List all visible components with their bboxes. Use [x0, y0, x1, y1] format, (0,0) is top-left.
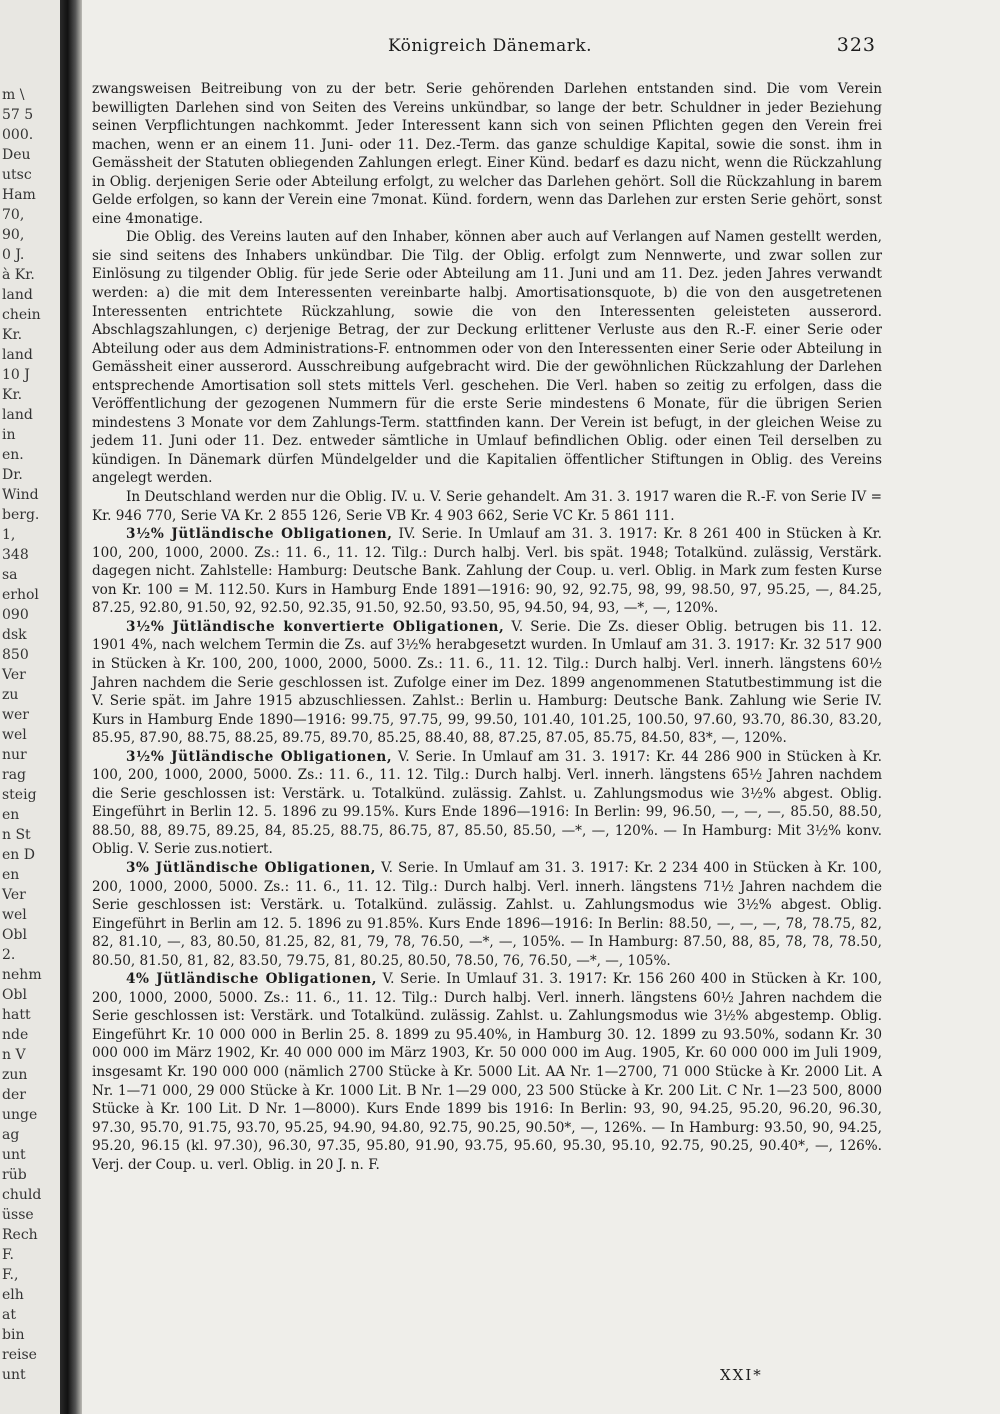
left-page-fragment: unt: [2, 1147, 26, 1163]
left-page-fragment: at: [2, 1307, 16, 1323]
left-page-fragment: 90,: [2, 227, 25, 243]
left-page-fragment: dsk: [2, 627, 27, 643]
page-number: 323: [836, 34, 876, 56]
left-page-fragment: 70,: [2, 207, 25, 223]
left-page-fragment: n St: [2, 827, 31, 843]
left-page-fragment: n V: [2, 1047, 26, 1063]
page-header: [90, 36, 890, 60]
bond-entry-paragraph: [92, 970, 882, 1174]
paragraph-text: V. Serie. In Umlauf 31. 3. 1917: Kr. 156 260 400 in Stücken à Kr. 100, 200, 1000, 2000, 5000. Zs.: 11. 6., 11. 12. Tilg.: Durch halbj. Verl. innerh. längstens 60½ Jahren nachdem die Serie geschlossen ist: Verstärk. und Totalkünd. zulässig. Zahlst. u. Zahlungsmodus wie 3½% abgestemp. Oblig. Eingeführt Kr. 10 000 000 in Berlin 25. 8. 1899 zu 95.40%, in Hamburg 30. 12. 1899 zu 93.50%, sodann Kr. 30 000 000 im März 1902, Kr. 40 000 000 im März 1903, Kr. 50 000 000 im Aug. 1905, Kr. 60 000 000 im Juli 1909, insgesamt Kr. 190 000 000 (nämlich 2700 Stücke à Kr. 5000 Lit. AA Nr. 1—2700, 71 000 Stücke à Kr. 2000 Lit. A Nr. 1—71 000, 29 000 Stücke à Kr. 1000 Lit. B Nr. 1—29 000, 23 500 Stücke à Kr. 200 Lit. C Nr. 1—23 500, 8000 Stücke à Kr. 100 Lit. D Nr. 1—8000). Kurs Ende 1899 bis 1916: In Berlin: 93, 90, 94.25, 95.20, 96.20, 96.30, 97.30, 95.70, 91.75, 93.70, 95.25, 94.90, 94.80, 92.75, 90.25, 90.50*, —, 126%. — In Hamburg: 93.50, 90, 94.25, 95.20, 96.15 (kl. 97.30), 96.30, 97.35, 95.80, 91.90, 93.75, 95.60, 95.30, 95.10, 92.75, 90.25, 90.40*, —, 126%. Verj. der Coup. u. verl. Oblig. in 20 J. n. F.: [92, 971, 882, 1173]
left-page-fragment: Wind: [2, 487, 39, 503]
left-page-fragment: land: [2, 407, 33, 423]
left-page-fragment: 850: [2, 647, 29, 663]
bond-entry-paragraph: [92, 748, 882, 859]
left-page-fragment: Obl: [2, 987, 27, 1003]
left-page-fragment: 348: [2, 547, 29, 563]
bond-entry-heading: 3½% Jütländische Obligationen,: [126, 748, 393, 765]
left-page-fragment: wel: [2, 907, 27, 923]
left-page-fragment: 090: [2, 607, 29, 623]
left-page-fragment: land: [2, 287, 33, 303]
left-page-fragment: wer: [2, 707, 29, 723]
left-page-fragment: rag: [2, 767, 27, 783]
left-page-fragment: 1,: [2, 527, 16, 543]
left-page-fragment: ag: [2, 1127, 20, 1143]
left-page-fragment: 000.: [2, 127, 34, 143]
left-page-fragment: der: [2, 1087, 26, 1103]
bond-entry-heading: 3½% Jütländische Obligationen,: [126, 526, 393, 543]
paragraph-text: V. Serie. In Umlauf am 31. 3. 1917: Kr. 44 286 900 in Stücken à Kr. 100, 200, 1000, 2000, 5000. Zs.: 11. 6., 11. 12. Tilg.: Durch halbj. Verl. innerh. längstens 65½ Jahren nachdem die Serie geschlossen ist: Verstärk. u. Totalkünd. zulässig. Zahlst. u. Zahlungsmodus wie 3½% abgest. Oblig. Eingeführt in Berlin 12. 5. 1896 zu 99.15%. Kurs Ende 1896—1916: In Berlin: 99, 96.50, —, —, —, 85.50, 88.50, 88.50, 88, 89.75, 89.25, 84, 85.25, 88.75, 86.75, 87, 85.50, 85.50, —*, —, 120%. — In Hamburg: Mit 3½% konv. Oblig. V. Serie zus.notiert.: [92, 748, 882, 858]
left-page-fragment: Kr.: [2, 387, 23, 403]
left-page-fragment: utsc: [2, 167, 32, 183]
left-page-fragment: 10 J: [2, 367, 30, 383]
left-page-fragment: sa: [2, 567, 18, 583]
left-page-fragment: nde: [2, 1027, 29, 1043]
left-page-fragment: Obl: [2, 927, 27, 943]
paragraph-text: Die Oblig. des Vereins lauten auf den Inhaber, können aber auch auf Verlangen auf Namen gestellt werden, sie sind seitens des Inhabers unkündbar. Die Tilg. der Oblig. erfolgt zum Nennwerte, und zwar sollen zur Einlösung zu tilgender Oblig. für jede Serie oder Abteilung am 11. Juni und am 11. Dez. jeden Jahres verwandt werden: a) die mit dem Interessenten vereinbarte halbj. Amortisationsquote, b) die von den ausgetretenen Interessenten entrichtete Rückzahlung, sowie die von den Interessenten geleisteten ausserord. Abschlagszahlungen, c) derjenige Betrag, der zur Deckung erlittener Verluste aus den R.-F. einer Serie oder Abteilung oder aus dem Administrations-F. entnommen oder von den Interessenten einer Serie oder Abteilung in Gemässheit einer ausserord. Ausschreibung aufgebracht wird. Die der gewöhnlichen Rückzahlung der Darlehen entsprechende Amortisation soll stets mittels Verl. geschehen. Die Verl. haben so zeitig zu erfolgen, dass die Veröffentlichung der gezogenen Nummern für die erste Serie mindestens 6 Monate, für die übrigen Serien mindestens 3 Monate vor dem Zahlungs-Term. stattfinden kann. Der Verein ist befugt, in der gleichen Weise zu jedem 11. Juni oder 11. Dez. entweder sämtliche in Umlauf befindlichen Oblig. oder einen Teil derselben zu kündigen. In Dänemark dürfen Mündelgelder und die Kapitalien öffentlicher Stiftungen in Oblig. des Vereins angelegt werden.: [92, 229, 882, 487]
bond-entry-paragraph: [92, 859, 882, 970]
left-page-fragment: bin: [2, 1327, 25, 1343]
left-page-fragment: zu: [2, 687, 19, 703]
left-page-fragment: 0 J.: [2, 247, 25, 263]
left-page-fragment: unge: [2, 1107, 38, 1123]
left-page-fragment: en.: [2, 447, 24, 463]
left-page-fragment: hatt: [2, 1007, 31, 1023]
left-page-fragment: Rech: [2, 1227, 38, 1243]
bond-entry-heading: 3½% Jütländische konvertierte Obligationen,: [126, 618, 505, 635]
left-page-fragment: rüb: [2, 1167, 27, 1183]
paragraph-text: V. Serie. Die Zs. dieser Oblig. betrugen bis 11. 12. 1901 4%, nach welchem Termin die Zs. auf 3½% herabgesetzt wurden. In Umlauf am 31. 3. 1917: Kr. 32 517 900 in Stücken à Kr. 100, 200, 1000, 2000, 5000. Zs.: 11. 6., 11. 12. Tilg.: Durch halbj. Verl. innerh. längstens 60½ Jahren nachdem die Serie geschlossen ist. Zufolge einer im Dez. 1899 angenommenen Statutbestimmung ist die V. Serie spät. im Jahre 1915 abzuschliessen. Zahlst.: Berlin u. Hamburg: Deutsche Bank. Zahlung wie Serie IV. Kurs in Hamburg Ende 1890—1916: 99.75, 97.75, 99, 99.50, 101.40, 101.25, 100.50, 97.60, 93.70, 86.30, 83.20, 85.95, 87.90, 88.75, 88.25, 89.75, 89.70, 85.25, 88.40, 88, 87.25, 87.05, 85.75, 84.50, 83*, —, 120%.: [92, 618, 882, 747]
sheet-signature-mark: XXI*: [720, 1366, 763, 1384]
left-page-fragment: chein: [2, 307, 41, 323]
paragraph-text: In Deutschland werden nur die Oblig. IV. u. V. Serie gehandelt. Am 31. 3. 1917 waren die R.-F. von Serie IV = Kr. 946 770, Serie VA Kr. 2 855 126, Serie VB Kr. 4 903 662, Serie VC Kr. 5 861 111.: [92, 489, 882, 524]
left-page-fragment: steig: [2, 787, 37, 803]
bond-entry-heading: 3% Jütländische Obligationen,: [126, 859, 377, 876]
left-page-fragment: F.: [2, 1247, 14, 1263]
left-page-fragment: zun: [2, 1067, 28, 1083]
left-page-fragment: F.,: [2, 1267, 19, 1283]
left-page-fragment: Kr.: [2, 327, 23, 343]
bond-entry-paragraph: [92, 525, 882, 618]
paragraph-text: zwangsweisen Beitreibung von zu der betr. Serie gehörenden Darlehen entstanden sind. Die vom Verein bewilligten Darlehen sind von Seiten des Vereins unkündbar, so lange der betr. Schuldner in jeder Beziehung seinen Verpflichtungen nachkommt. Jeder Interessent kann sich von seinen Pflichten gegen den Verein frei machen, wenn er an einem 11. Juni- oder 11. Dez.-Term. das ganze schuldige Kapital, sowie die sonst. ihm in Gemässheit der Statuten obliegenden Zahlungen erlegt. Einer Künd. bedarf es dazu nicht, wenn die Rückzahlung in Oblig. derjenigen Serie oder Abteilung erfolgt, zu welcher das Darlehen gehört. Soll die Rückzahlung in barem Gelde erfolgen, so kann der Verein eine 7monat. Künd. fordern, wenn das Darlehen zur ersten Serie gehört, sonst eine 4monatige.: [92, 81, 882, 227]
bond-entry-heading: 4% Jütländische Obligationen,: [126, 971, 378, 988]
running-title: Königreich Dänemark.: [387, 36, 593, 56]
left-page-fragment: Deu: [2, 147, 31, 163]
left-page-fragment: Ver: [2, 887, 26, 903]
left-page-fragment: Dr.: [2, 467, 23, 483]
left-page-fragment: wel: [2, 727, 27, 743]
left-page-fragment: unt: [2, 1367, 26, 1383]
left-page-fragment: berg.: [2, 507, 40, 523]
left-page-fragment: elh: [2, 1287, 24, 1303]
left-page-fragment: nehm: [2, 967, 42, 983]
book-gutter: [60, 0, 82, 1414]
left-page-fragment: chuld: [2, 1187, 42, 1203]
left-page-fragment: land: [2, 347, 33, 363]
left-page-fragment: 2.: [2, 947, 16, 963]
text-paragraph: [92, 488, 882, 525]
left-page-fragment: in: [2, 427, 16, 443]
paragraph-text: IV. Serie. In Umlauf am 31. 3. 1917: Kr. 8 261 400 in Stücken à Kr. 100, 200, 1000, 2000. Zs.: 11. 6., 11. 12. Tilg.: Durch halbj. Verl. bis spät. 1948; Totalkünd. zulässig, Verstärk. dagegen nicht. Zahlstelle: Hamburg: Deutsche Bank. Zahlung der Coup. u. verl. Oblig. in Mark zum festen Kurse von Kr. 100 = M. 112.50. Kurs in Hamburg Ende 1891—1916: 90, 92, 92.75, 98, 99, 98.50, 97, 95.25, —, 84.25, 87.25, 92.80, 91.50, 92, 92.50, 92.35, 91.50, 92.50, 93.50, 95, 94.50, 94, 93, —*, —, 120%.: [92, 526, 882, 617]
bond-entry-paragraph: [92, 618, 882, 748]
adjacent-page-edge: [0, 0, 60, 1414]
left-page-fragment: en: [2, 807, 20, 823]
left-page-fragment: üsse: [2, 1207, 34, 1223]
left-page-fragment: reise: [2, 1347, 37, 1363]
left-page-fragment: Ham: [2, 187, 36, 203]
paragraph-text: V. Serie. In Umlauf am 31. 3. 1917: Kr. 2 234 400 in Stücken à Kr. 100, 200, 1000, 2000, 5000. Zs.: 11. 6., 11. 12. Tilg.: Durch halbj. Verl. innerh. längstens 71½ Jahren nachdem die Serie geschlossen ist: Verstärk. u. Totalkünd. zulässig. Zahlst. u. Zahlungsmodus wie 3½% abgest. Oblig. Eingeführt in Berlin am 12. 5. 1896 zu 91.85%. Kurs Ende 1896—1916: In Berlin: 88.50, —, —, —, 78, 78.75, 82, 82, 81.10, —, 83, 80.50, 81.25, 82, 81, 79, 78, 76.50, —*, —, 105%. — In Hamburg: 87.50, 88, 85, 78, 78, 78.50, 80.50, 81.50, 81, 82, 83.50, 79.75, 81, 80.25, 80.50, 78.50, 76, 76.50, —*, —, 105%.: [92, 859, 882, 969]
left-page-fragment: nur: [2, 747, 27, 763]
left-page-fragment: Ver: [2, 667, 26, 683]
left-page-fragment: à Kr.: [2, 267, 35, 283]
text-paragraph: [92, 228, 882, 488]
text-paragraph: [92, 80, 882, 228]
left-page-fragment: m \: [2, 87, 25, 103]
body-text: [92, 80, 882, 1174]
left-page-fragment: en: [2, 867, 20, 883]
left-page-fragment: 57 5: [2, 107, 34, 123]
left-page-fragment: en D: [2, 847, 35, 863]
left-page-fragment: erhol: [2, 587, 39, 603]
